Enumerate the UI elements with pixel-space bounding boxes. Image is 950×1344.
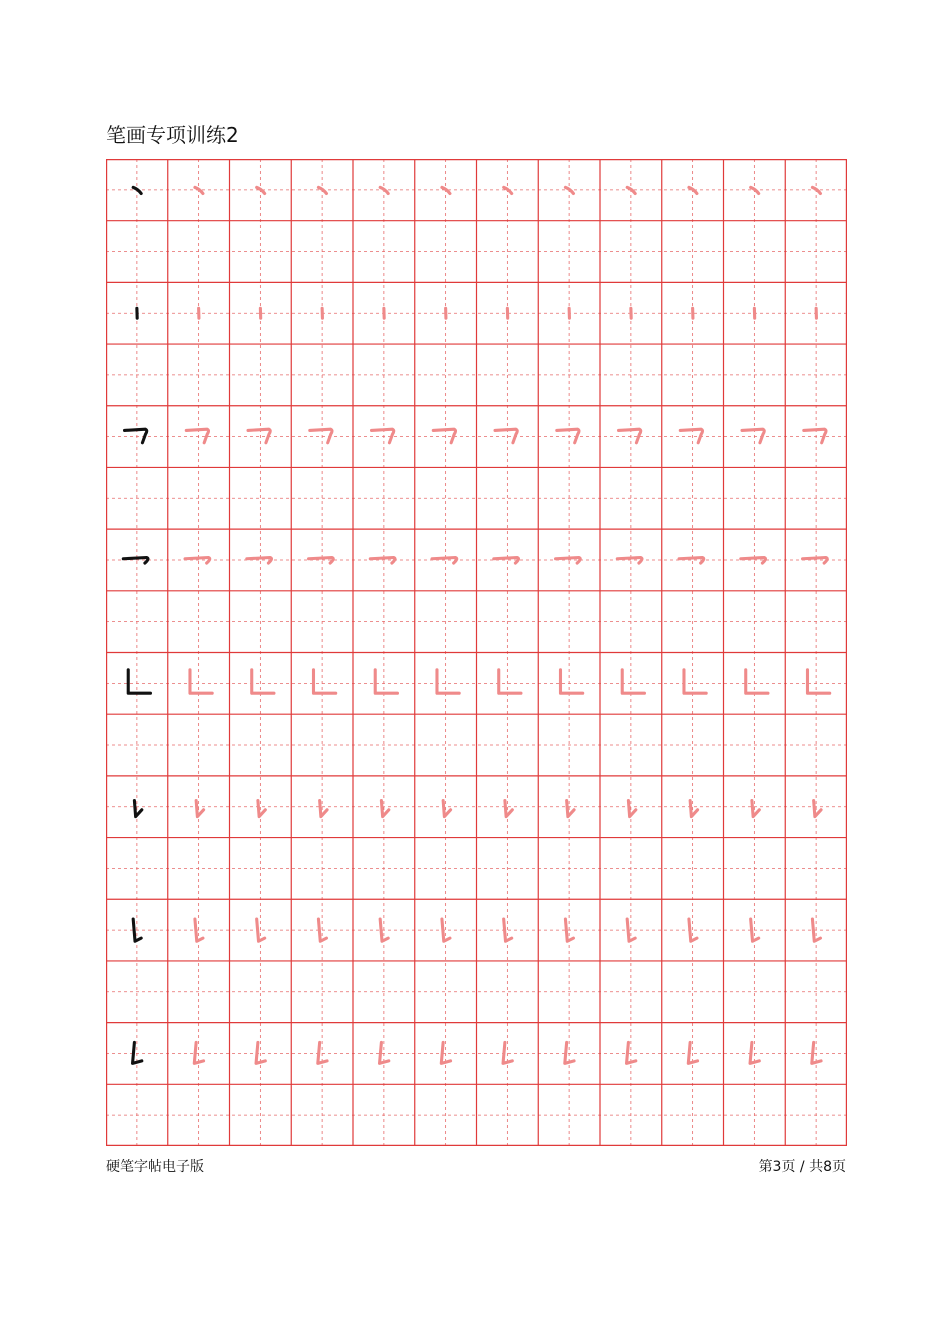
- stroke-path: [689, 187, 697, 193]
- stroke-path: [495, 429, 517, 443]
- trace-stroke-heng-zhe: [186, 429, 208, 443]
- stroke-path: [372, 429, 394, 443]
- trace-stroke-shu-zhe: [252, 670, 274, 693]
- trace-stroke-dian: [812, 187, 820, 193]
- stroke-path: [814, 801, 821, 817]
- trace-stroke-dian: [257, 187, 265, 193]
- stroke-path: [133, 187, 141, 193]
- stroke-path: [258, 801, 265, 817]
- trace-stroke-shu-zhe: [807, 670, 829, 693]
- stroke-path: [807, 670, 829, 693]
- trace-stroke-shu-ti: [443, 801, 450, 817]
- trace-stroke-shu-ti: [196, 801, 203, 817]
- trace-stroke-dian: [318, 187, 326, 193]
- stroke-path: [804, 429, 826, 443]
- stroke-path: [742, 429, 764, 443]
- stroke-path: [248, 429, 270, 443]
- stroke-path: [320, 801, 327, 817]
- stroke-path: [567, 801, 574, 817]
- stroke-path: [628, 801, 635, 817]
- trace-stroke-dian: [565, 187, 573, 193]
- trace-stroke-shu-ti: [567, 801, 574, 817]
- stroke-path: [195, 187, 203, 193]
- model-stroke-shu-ti: [134, 801, 141, 817]
- stroke-path: [627, 187, 635, 193]
- stroke-path: [560, 670, 582, 693]
- trace-stroke-heng-zhe: [248, 429, 270, 443]
- trace-stroke-heng-zhe: [619, 429, 641, 443]
- stroke-path: [684, 670, 706, 693]
- stroke-path: [442, 187, 450, 193]
- trace-stroke-shu-zhe: [684, 670, 706, 693]
- stroke-path: [437, 670, 459, 693]
- stroke-path: [619, 429, 641, 443]
- stroke-path: [812, 187, 820, 193]
- trace-stroke-shu-ti: [814, 801, 821, 817]
- model-stroke-shu-zhe: [128, 670, 150, 693]
- trace-stroke-heng-zhe: [557, 429, 579, 443]
- stroke-path: [433, 429, 455, 443]
- trace-stroke-shu-zhe: [622, 670, 644, 693]
- stroke-path: [746, 670, 768, 693]
- stroke-path: [752, 801, 759, 817]
- stroke-path: [505, 801, 512, 817]
- footer-right: 第3页 / 共8页: [758, 1159, 846, 1175]
- trace-stroke-shu-zhe: [560, 670, 582, 693]
- trace-stroke-shu-ti: [258, 801, 265, 817]
- stroke-path: [310, 429, 332, 443]
- stroke-path: [690, 801, 697, 817]
- stroke-path: [504, 187, 512, 193]
- stroke-path: [381, 801, 388, 817]
- trace-stroke-shu-ti: [505, 801, 512, 817]
- stroke-path: [252, 670, 274, 693]
- trace-stroke-heng-zhe: [433, 429, 455, 443]
- stroke-path: [375, 670, 397, 693]
- trace-stroke-shu-ti: [320, 801, 327, 817]
- stroke-path: [190, 670, 212, 693]
- stroke-path: [443, 801, 450, 817]
- stroke-path: [318, 187, 326, 193]
- trace-stroke-dian: [689, 187, 697, 193]
- trace-stroke-dian: [504, 187, 512, 193]
- trace-stroke-shu-ti: [381, 801, 388, 817]
- practice-grid: [106, 159, 847, 1146]
- trace-stroke-shu-zhe: [499, 670, 521, 693]
- trace-stroke-dian: [442, 187, 450, 193]
- stroke-path: [380, 187, 388, 193]
- trace-stroke-dian: [195, 187, 203, 193]
- stroke-path: [313, 670, 335, 693]
- stroke-path: [257, 187, 265, 193]
- stroke-path: [128, 670, 150, 693]
- trace-stroke-dian: [751, 187, 759, 193]
- model-stroke-dian: [133, 187, 141, 193]
- trace-stroke-shu-zhe: [746, 670, 768, 693]
- trace-stroke-heng-zhe: [310, 429, 332, 443]
- footer-left: 硬笔字帖电子版: [106, 1159, 204, 1175]
- stroke-path: [622, 670, 644, 693]
- stroke-path: [134, 801, 141, 817]
- trace-stroke-shu-zhe: [375, 670, 397, 693]
- trace-stroke-heng-zhe: [495, 429, 517, 443]
- trace-stroke-heng-zhe: [680, 429, 702, 443]
- trace-stroke-shu-ti: [628, 801, 635, 817]
- stroke-path: [751, 187, 759, 193]
- grid-cell-lines: [106, 159, 847, 1146]
- trace-stroke-heng-zhe: [372, 429, 394, 443]
- trace-stroke-shu-ti: [690, 801, 697, 817]
- stroke-path: [125, 429, 147, 443]
- trace-stroke-heng-zhe: [742, 429, 764, 443]
- page-title: 笔画专项训练2: [106, 123, 239, 147]
- stroke-path: [186, 429, 208, 443]
- trace-stroke-dian: [380, 187, 388, 193]
- trace-stroke-heng-zhe: [804, 429, 826, 443]
- trace-stroke-dian: [627, 187, 635, 193]
- trace-stroke-shu-zhe: [190, 670, 212, 693]
- stroke-path: [680, 429, 702, 443]
- trace-stroke-shu-zhe: [437, 670, 459, 693]
- trace-stroke-shu-zhe: [313, 670, 335, 693]
- trace-stroke-shu-ti: [752, 801, 759, 817]
- model-stroke-heng-zhe: [125, 429, 147, 443]
- stroke-path: [196, 801, 203, 817]
- stroke-path: [557, 429, 579, 443]
- stroke-path: [499, 670, 521, 693]
- stroke-path: [565, 187, 573, 193]
